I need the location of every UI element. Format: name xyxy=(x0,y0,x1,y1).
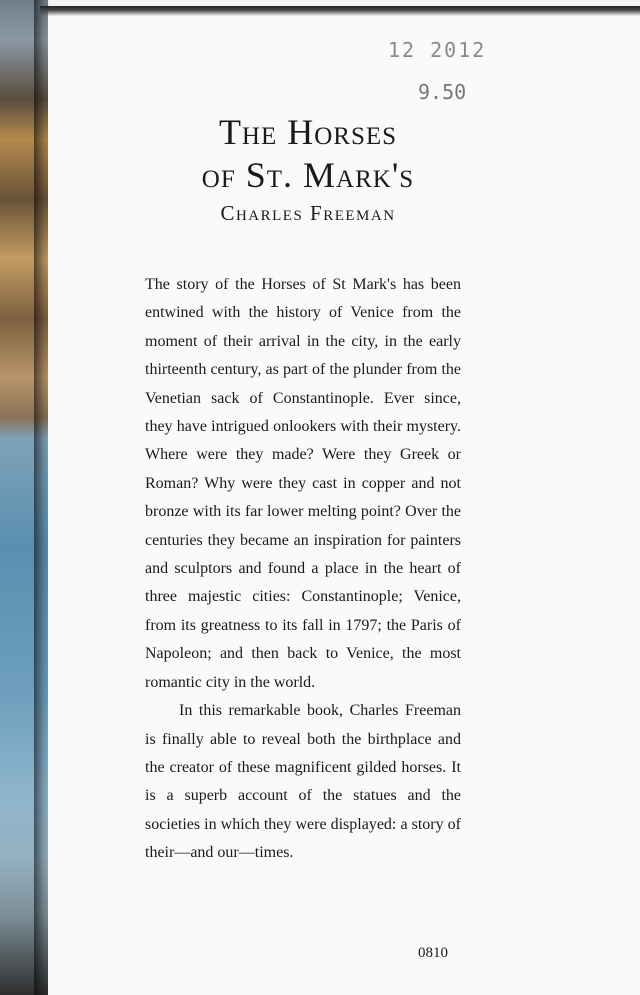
book-author: Charles Freeman xyxy=(220,201,396,225)
top-edge-shadow xyxy=(40,6,640,16)
blurb-paragraph-2: In this remarkable book, Charles Freeman is finally able to reveal both the birthplace and the creator of these magnificent gilded horses. It is a superb account of the statues and the societies in which they were displayed: a story of their—and our—times. xyxy=(145,702,461,862)
price-stamp: 9.50 xyxy=(418,80,467,104)
book-title-line-1: The Horses xyxy=(218,112,398,152)
book-title-line-2: of St. Mark's xyxy=(201,155,415,195)
catalog-code: 0810 xyxy=(418,945,448,961)
book-title xyxy=(48,111,568,197)
date-stamp: 12 2012 xyxy=(388,38,487,62)
blurb-text xyxy=(145,271,461,868)
blurb-paragraph-1: The story of the Horses of St Mark's has been entwined with the history of Venice from the moment of their arrival in the city, in the early thirteenth century, as part of the plunder from the Venetian sack of Constantinople. Ever since, they have intrigued onlookers with their mystery. Where were they made? Were they Greek or Roman? Why were they cast in copper and not bronze with its far lower melting point? Over the centuries they became an inspiration for painters and sculptors and found a place in the heart of three majestic cities: Constantinople; Venice, from its greatness to its fall in 1797; the Paris of Napoleon; and then back to Venice, the most romantic city in the world. xyxy=(145,276,461,691)
jacket-flap-page xyxy=(48,16,640,995)
